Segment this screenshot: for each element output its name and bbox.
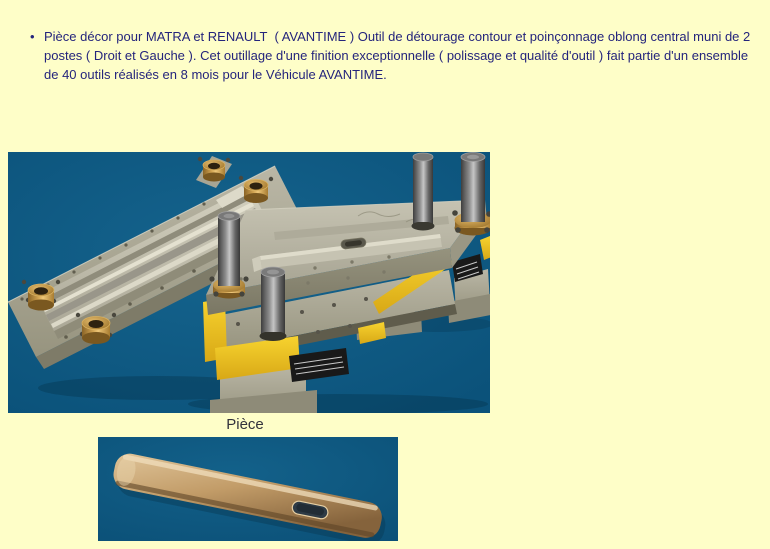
brass-bushing: [28, 284, 54, 311]
tooling-photo: [8, 152, 490, 413]
guide-pin: [260, 267, 287, 341]
brass-bushing: [82, 317, 110, 345]
part-photo-svg: [98, 437, 398, 541]
tooling-photo-svg: [8, 152, 490, 413]
bullet-line-3: Cet outillage d'une finition exceptionnelle ( polissage et qualité d'outil ) fait partie d'un ensemble de 40 outils: [44, 48, 752, 82]
bullet-line-1: Pièce décor pour MATRA et RENAULT ( AVANTIME ): [44, 29, 355, 44]
part-photo: [98, 437, 398, 541]
bullet-icon: •: [30, 29, 35, 44]
brass-bushing: [203, 160, 225, 182]
guide-pin: [412, 153, 435, 231]
brass-bushing: [244, 180, 268, 204]
bullet-line-2: Outil de détourage contour et poinçonnage oblong central muni de 2 postes ( Droit et Gauche ).: [44, 29, 754, 63]
figure-caption: Pièce: [226, 416, 264, 433]
bullet-item: [30, 27, 762, 84]
bullet-line-4: réalisés: [114, 67, 159, 82]
bullet-text: [44, 27, 762, 84]
bullet-line-5: en 8 mois pour le Véhicule AVANTIME.: [162, 67, 387, 82]
